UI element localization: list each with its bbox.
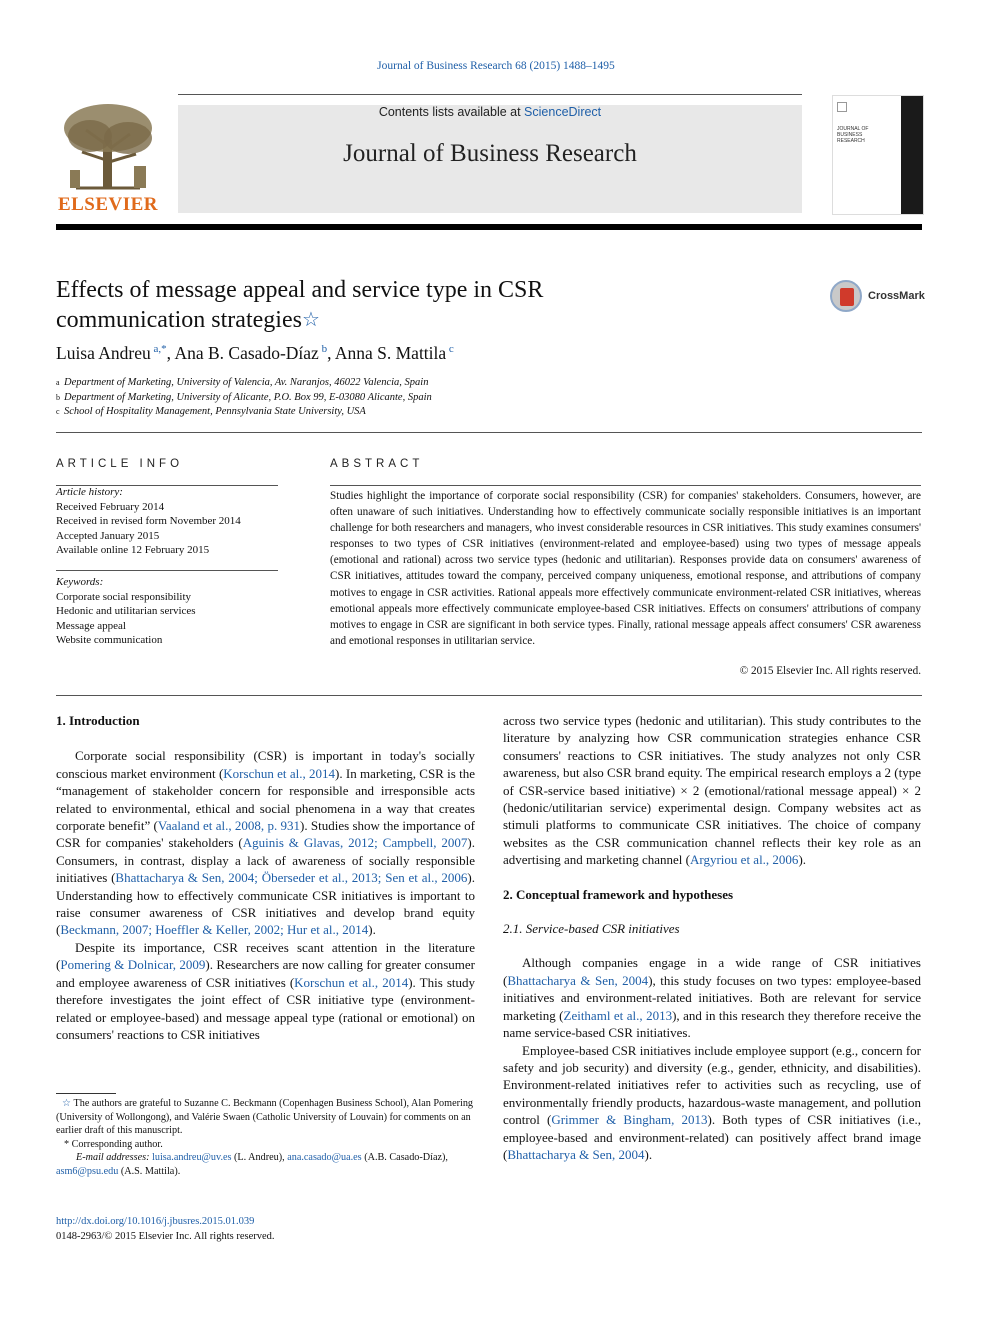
keywords <box>56 575 278 648</box>
citation-link[interactable]: Pomering & Dolnicar, 2009 <box>60 957 206 973</box>
article-history <box>56 485 278 558</box>
crossmark-icon <box>830 280 862 312</box>
keyword-item: Message appeal <box>56 619 126 632</box>
elsevier-logo <box>56 100 160 216</box>
paragraph-text: ). In marketing, CSR is the “management of stakeholder concern for responsible and irresponsible acts related to environmental, ethical and social phenomena in a way that creates corporate benefit” ( <box>56 765 475 834</box>
abstract-heading: ABSTRACT <box>330 458 424 470</box>
affiliation-item <box>56 391 432 406</box>
affiliation-text: Department of Marketing, University of Valencia, Av. Naranjos, 46022 Valencia, Spain <box>64 377 429 388</box>
paragraph-text: ). Consumers, in contrast, display a lack of awareness of socially responsible initiatives ( <box>56 835 475 886</box>
intro-paragraph-2 <box>56 939 475 1043</box>
article-info-heading: ARTICLE INFO <box>56 458 184 470</box>
intro-paragraph-1 <box>56 747 475 938</box>
elsevier-wordmark: ELSEVIER <box>57 194 159 215</box>
paragraph-text: ). This study therefore investigates the joint effect of CSR initiative type (environment-related or employee-based) and message appeal type (rational or emotional) on consumers' reactions to CSR initiatives <box>56 974 475 1042</box>
email-label: E-mail addresses: <box>76 1152 150 1164</box>
citation-link[interactable]: Aguinis & Glavas, 2012; Campbell, 2007 <box>242 835 468 851</box>
section-2-paragraph-1 <box>503 954 921 1041</box>
doi-block <box>56 1215 275 1244</box>
paragraph-text: ). <box>644 1146 653 1162</box>
affiliation-item <box>56 405 432 420</box>
contents-line <box>178 105 802 119</box>
history-online: Available online 12 February 2015 <box>56 544 210 556</box>
sciencedirect-link[interactable]: ScienceDirect <box>524 105 602 119</box>
history-revised: Received in revised form November 2014 <box>56 515 241 527</box>
abstract-text: Studies highlight the importance of corporate social responsibility (CSR) for companies' stakeholders. Consumers, however, are often unaware of such initiatives. Understanding how to effectively communicate socially responsible initiatives is an important challenge for both researchers and managers, who invest considerable resources in CSR initiatives. This study examines consumers' responses to two types of CSR initiatives (environment-related and employee-based) using two types of message appeals (emotional and rational) across two service types (hedonic and utilitarian). Responses provide data on consumers' awareness of CSR initiatives, attitudes toward the company, perceived company uniqueness, emotional response, and attributions of company motives to engage in CSR activities. Rational appeals more effectively communicate environment-related CSR initiatives, whereas emotional appeals more effectively communicate employee-based CSR initiatives. Effects on consumers' attributions of company motives to engage in CSR are significant in both service types. Finally, rational message appeals affect consumers' CSR awareness and emotional responses in utilitarian service. <box>330 490 921 647</box>
history-label: Article history: <box>56 486 123 498</box>
crossmark-label: CrossMark <box>868 290 925 302</box>
left-column <box>56 712 475 1043</box>
corresponding-mark: * <box>64 1138 70 1150</box>
header-thick-rule <box>56 224 922 230</box>
email-link[interactable]: asm6@psu.edu <box>56 1165 119 1177</box>
paragraph-text: ), and in this research they therefore receive the name service-based CSR initiatives. <box>503 1007 921 1041</box>
cover-emblem-icon <box>837 102 847 112</box>
email-owner: (A.B. Casado-Díaz), <box>364 1152 448 1164</box>
paragraph-text: ). Both types of CSR initiatives (i.e., employee-based and environment-related) can positively affect brand image ( <box>503 1112 921 1162</box>
citation-link[interactable]: Bhattacharya & Sen, 2004; Öberseder et al., 2013; Sen et al., 2006 <box>115 870 468 886</box>
abstract-copyright: © 2015 Elsevier Inc. All rights reserved. <box>739 665 921 677</box>
citation-link[interactable]: Vaaland et al., 2008, p. 931 <box>157 818 300 834</box>
corresponding-author: Corresponding author. <box>71 1138 163 1150</box>
intro-heading: 1. Introduction <box>56 713 140 728</box>
keywords-label: Keywords: <box>56 576 104 588</box>
issn-copyright: 0148-2963/© 2015 Elsevier Inc. All rights reserved. <box>56 1230 275 1242</box>
paragraph-text: ). Understanding how to effectively communicate CSR initiatives is important to raise consumer awareness of CSR initiatives and develop brand equity ( <box>56 870 475 938</box>
keywords-rule <box>56 570 278 571</box>
affiliation-rule <box>56 432 922 433</box>
citation-link[interactable]: Korschun et al., 2014 <box>294 974 409 990</box>
footnote-rule <box>56 1093 116 1094</box>
email-owner: (L. Andreu), <box>234 1152 285 1164</box>
citation-link[interactable]: Beckmann, 2007; Hoeffler & Keller, 2002; Hur et al., 2014 <box>60 922 369 938</box>
citation-link[interactable]: Bhattacharya & Sen, 2004 <box>507 972 649 988</box>
paragraph-text: Despite its importance, CSR receives scant attention in the literature ( <box>56 939 475 973</box>
author-affiliation-link[interactable]: b <box>318 343 328 356</box>
cover-strip <box>901 96 923 214</box>
author-affiliation-link[interactable]: a,* <box>150 343 167 356</box>
author-name: Anna S. Mattila <box>334 343 447 363</box>
author-list <box>56 343 454 364</box>
keyword-item: Website communication <box>56 634 163 646</box>
footnote-star-icon[interactable]: ☆ <box>62 1098 72 1109</box>
affiliation-marker: a <box>56 378 60 387</box>
paragraph-text: ). Studies show the importance of CSR for companies' stakeholders ( <box>56 818 475 851</box>
section-2-paragraph-2 <box>503 1042 921 1164</box>
email-owner: (A.S. Mattila). <box>120 1165 181 1177</box>
footnotes <box>56 1097 476 1179</box>
paragraph-text: Although companies engage in a wide range of CSR initiatives ( <box>503 955 921 988</box>
keyword-item: Hedonic and utilitarian services <box>56 605 196 617</box>
paragraph-text: ). <box>368 922 376 938</box>
citation-link[interactable]: Argyriou et al., 2006 <box>690 852 799 868</box>
citation-link[interactable]: Bhattacharya & Sen, 2004 <box>507 1146 645 1162</box>
abstract-bottom-rule <box>56 695 922 696</box>
history-accepted: Accepted January 2015 <box>56 529 160 542</box>
citation-link[interactable]: Zeithaml et al., 2013 <box>563 1007 673 1023</box>
affiliation-text: Department of Marketing, University of Alicante, P.O. Box 99, E-03080 Alicante, Spain <box>64 391 432 403</box>
section-2-1-heading: 2.1. Service-based CSR initiatives <box>503 921 680 937</box>
citation-link[interactable]: Grimmer & Bingham, 2013 <box>551 1112 708 1128</box>
header-rule <box>178 94 802 95</box>
section-2-heading: 2. Conceptual framework and hypotheses <box>503 886 734 902</box>
intro-paragraph-3 <box>503 712 921 869</box>
paragraph-text: ), this study focuses on two types: employee-based initiatives and environment-related initiatives. Both are relevant for service marketing ( <box>503 972 921 1023</box>
paragraph-text: ). Researchers are now calling for greater consumer and employee awareness of CSR initiatives ( <box>56 957 475 990</box>
title-footnote-star-icon[interactable]: ☆ <box>301 309 320 331</box>
article-title <box>56 275 776 335</box>
cover-title: JOURNAL OF BUSINESS RESEARCH <box>837 126 869 144</box>
footnote-acknowledgement: The authors are grateful to Suzanne C. Beckmann (Copenhagen Business School), Alan Pomering (University of Wollongong), and Valérie Swaen (Catholic University of Louvain) for comments on an earlier draft of this manuscript. <box>56 1098 474 1137</box>
journal-cover-thumbnail[interactable] <box>832 95 924 215</box>
title-line-1: Effects of message appeal and service type in CSR <box>56 277 544 303</box>
contents-prefix: Contents lists available at <box>378 105 525 119</box>
paragraph-text: Corporate social responsibility (CSR) is important in today's socially conscious market environment ( <box>56 748 475 781</box>
author-name: Luisa Andreu <box>56 343 151 363</box>
affiliation-marker: c <box>56 407 60 416</box>
journal-citation[interactable]: Journal of Business Research 68 (2015) 1488–1495 <box>377 60 615 72</box>
abstract-rule <box>330 485 921 486</box>
crossmark-badge[interactable] <box>830 280 926 316</box>
author-affiliation-link[interactable]: c <box>446 343 454 356</box>
affiliations <box>56 376 432 420</box>
affiliation-item <box>56 376 432 391</box>
title-line-2: communication strategies <box>56 307 302 333</box>
affiliation-marker: b <box>56 392 60 402</box>
elsevier-tree-icon <box>56 100 160 196</box>
journal-title: Journal of Business Research <box>343 140 637 167</box>
doi-link[interactable]: http://dx.doi.org/10.1016/j.jbusres.2015.01.039 <box>56 1216 255 1227</box>
author-separator: , <box>327 343 335 363</box>
email-link[interactable]: luisa.andreu@uv.es <box>152 1152 232 1164</box>
right-column <box>503 712 921 1163</box>
citation-link[interactable]: Korschun et al., 2014 <box>223 765 336 781</box>
history-received: Received February 2014 <box>56 500 165 513</box>
author-name: Ana B. Casado-Díaz <box>174 343 319 363</box>
affiliation-text: School of Hospitality Management, Pennsylvania State University, USA <box>64 406 366 417</box>
paragraph-text: Employee-based CSR initiatives include employee support (e.g., concern for safety and job security) and diversity (e.g., gender, ethnicity, and disabilities). Environment-related initiatives refer to activities such as recycling, use of environmentally friendly products, hazardous-waste management, and pollution control ( <box>503 1042 921 1128</box>
keyword-item: Corporate social responsibility <box>56 590 192 603</box>
author-separator: , <box>166 343 175 363</box>
paragraph-text: across two service types (hedonic and utilitarian). This study contributes to the literature by analyzing how CSR communication strategies enhance CSR consumers' reactions to CSR initiatives. The study analyzes not only CSR awareness, but also CSR brand equity. The empirical research employs a 2 (type of CSR-service based initiative) × 2 (emotional/rational message appeal) × 2 (hedonic/utilitarian service) experimental design. Company websites act as stimuli platforms to communicate CSR initiatives. The choice of company websites as the CSR communication channel reflects their key role as an advertising and marketing channel ( <box>503 713 921 868</box>
paragraph-text: ). <box>798 852 807 868</box>
email-link[interactable]: ana.casado@ua.es <box>287 1152 362 1164</box>
